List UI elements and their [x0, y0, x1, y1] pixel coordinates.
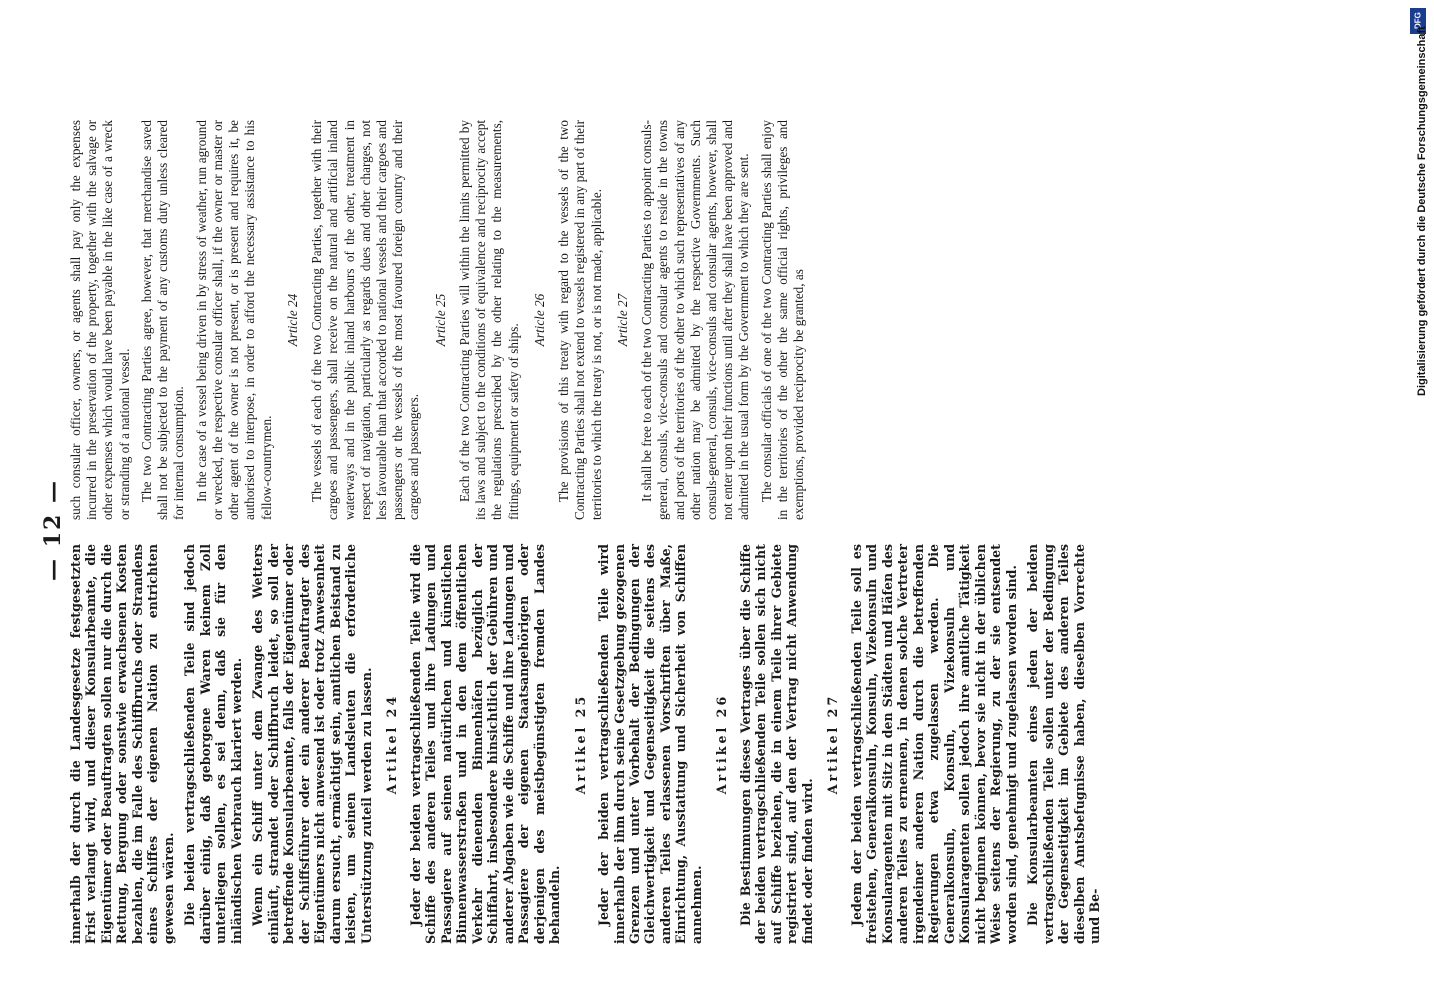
- german-article-26-heading: Artikel 26: [714, 693, 730, 795]
- german-article-27-text: Jedem der beiden vertragschließenden Teile soll es freistehen, Generalkonsuln, Konsuln, Vizekonsuln und Konsularagenten mit Sitz in den Städten und Häfen des anderen Teiles zu ernennen, in denen solche Vertreter irgendeiner anderen Nation durch die betreffenden Regierungen etwa zugelassen werden. Die Generalkonsuln, Konsuln, Vizekonsuln und Konsularagenten sollen jedoch ihre amtliche Tätigkeit nicht beginnen können, bevor sie nicht in der üblichen Weise seitens der Regierung, zu der sie entsendet worden sind, genehmigt und zugelassen worden sind.: [848, 544, 1019, 944]
- german-article-25-text: Jeder der beiden vertragschließenden Teile wird innerhalb der ihm durch seine Gesetzgebung gezogenen Grenzen und unter Vorbehalt der Bedingungen der Gleichwertigkeit und Gegenseitigkeit die seitens des anderen Teiles erlassenen Vorschriften über Maße, Einrichtung, Ausstattung und Sicherheit von Schiffen annehmen.: [596, 544, 704, 944]
- english-paragraph: In the case of a vessel being driven in by stress of weather, run aground or wrecked, the respective consular officer shall, if the owner or master or other agent of the owner is not present, or is present and requires it, be authorised to interpose, in order to afford the necessary assistance to his fellow-countrymen.: [193, 120, 274, 520]
- german-article-27-heading: Artikel 27: [825, 693, 841, 795]
- german-article-27-text: Die Konsularbeamten eines jeden der beiden vertragschließenden Teile sollen unter der Bedingung der Gegenseitigkeit im Gebiete des anderen Teiles dieselben Amtsbefugnisse haben, dieselben Vorrechte und Be-: [1025, 544, 1103, 944]
- german-paragraph: Die beiden vertragschließenden Teile sind jedoch darüber einig, daß geborgene Waren keinem Zoll unterliegen sollen, es sei denn, daß sie für den inländischen Verbrauch klariert werden.: [182, 544, 244, 944]
- english-article-26-heading: Article 26: [531, 293, 547, 347]
- german-text-column: [68, 544, 1109, 944]
- dfg-logo: DFG: [1410, 8, 1426, 34]
- german-article-24-text: Jeder der beiden vertragschließenden Teile wird die Schiffe des anderen Teiles und ihre Ladungen und Passagiere auf seinen natürlichen und künstlichen Binnenwasserstraßen und in den dem öffentlichen Verkehr dienenden Binnenhäfen bezüglich der Schiffahrt, insbesondere hinsichtlich der Gebühren und anderer Abgaben wie die Schiffe und ihre Ladungen und Passagiere der eigenen Staatsangehörigen oder derjenigen des meistbegünstigten fremden Landes behandeln.: [407, 544, 563, 944]
- german-paragraph: Wenn ein Schiff unter dem Zwange des Wetters einläuft, strandet oder Schiffbruch leidet, so soll der betreffende Konsularbeamte, falls der Eigentümer oder der Schiffsführer oder ein anderer Beauftragter des Eigentümers nicht anwesend ist oder trotz Anwesenheit darum ersucht, ermächtigt sein, amtlichen Beistand zu leisten, um seinen Landsleuten die erforderliche Unterstützung zuteil werden zu lassen.: [250, 544, 374, 944]
- digitization-note-text: Digitalisierung gefördert durch die Deutsche Forschungsgemeinschaft: [1416, 26, 1428, 396]
- english-article-27-text: It shall be free to each of the two Contracting Parties to appoint consuls-general, consuls, vice-consuls and consular agents to reside in the towns and ports of the territories of the other to which such representatives of any other nation may be admitted by the respective Governments. Such consuls-general, consuls, vice-consuls and consular agents, however, shall not enter upon their functions until after they shall have been approved and admitted in the usual form by the Government to which they are sent.: [639, 120, 752, 520]
- english-article-25-text: Each of the two Contracting Parties will within the limits permitted by its laws and subject to the conditions of equivalence and reciprocity accept the regulations prescribed by the other relating to the measurements, fittings, equipment or safety of ships.: [456, 120, 521, 520]
- english-paragraph: The two Contracting Parties agree, however, that merchandise saved shall not be subjected to the payment of any customs duty unless cleared for internal consumption.: [138, 120, 187, 520]
- german-article-26-text: Die Bestimmungen dieses Vertrages über die Schiffe der beiden vertragschließenden Teile sollen sich nicht auf Schiffe beziehen, die in einem Teile ihrer Gebiete registriert sind, auf den der Vertrag nicht Anwendung findet oder finden wird.: [737, 544, 815, 944]
- german-article-24-heading: Artikel 24: [384, 693, 400, 795]
- english-paragraph: such consular officer, owners, or agents shall pay only the expenses incurred in the preservation of the property, together with the salvage or other expenses which would have been payable in the like case of a wreck or stranding of a national vessel.: [68, 120, 132, 520]
- english-article-26-text: The provisions of this treaty with regard to the vessels of the two Contracting Parties shall not extend to vessels registered in any part of their territories to which the treaty is not, or is not made, applicable.: [556, 120, 604, 520]
- english-article-27-heading: Article 27: [614, 293, 630, 347]
- english-article-24-heading: Article 24: [284, 293, 300, 347]
- english-text-column: [68, 120, 813, 520]
- english-article-27-text: The consular officials of one of the two Contracting Parties shall enjoy in the territories of the other the same official rights, privileges and exemptions, provided reciprocity be granted, as: [758, 120, 807, 520]
- page-number: — 12 —: [40, 479, 66, 581]
- rotated-document-page: [40, 110, 1340, 950]
- german-article-25-heading: Artikel 25: [572, 693, 588, 795]
- german-paragraph: innerhalb der durch die Landesgesetze festgesetzten Frist verlangt wird, und dieser Konsularbeamte, die Eigentümer oder Beauftragten sollen nur die durch die Rettung, Bergung oder sonstwie erwachsenen Kosten bezahlen, die im Falle des Schiffbruchs oder Strandens eines Schiffes der eigenen Nation zu entrichten gewesen wären.: [68, 544, 176, 944]
- english-article-24-text: The vessels of each of the two Contracting Parties, together with their cargoes and passengers, shall receive on the natural and artificial inland waterways and in the public inland harbours of the other, treatment in respect of navigation, particularly as regards dues and other charges, not less favourable than that accorded to national vessels and their cargoes and passengers or the vessels of the most favoured foreign country and their cargoes and passengers.: [309, 120, 422, 520]
- digitization-note: [1406, 6, 1428, 396]
- english-article-25-heading: Article 25: [432, 293, 448, 347]
